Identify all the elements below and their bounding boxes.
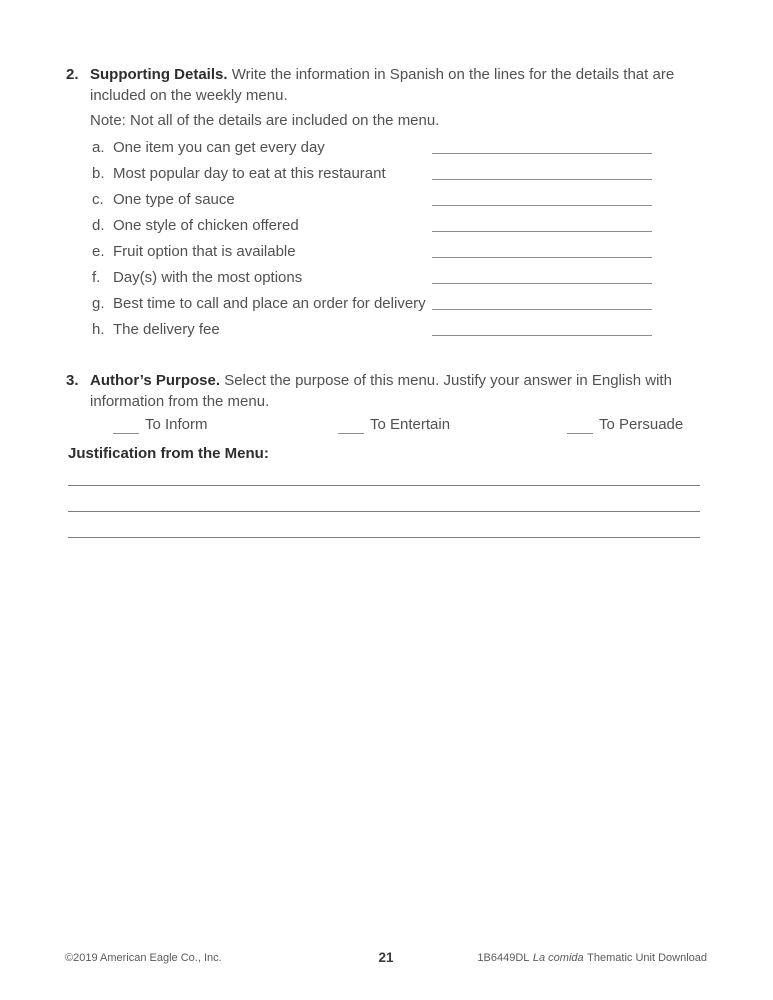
- item-label: Fruit option that is available: [113, 243, 296, 260]
- unit-subtitle: Thematic Unit Download: [587, 952, 707, 964]
- item-label: Best time to call and place an order for delivery: [113, 295, 426, 312]
- list-item-h: [92, 319, 700, 345]
- section-3-number: 3.: [66, 372, 79, 389]
- purpose-options: [66, 415, 700, 436]
- option-to-inform: [113, 415, 208, 434]
- answer-line: [432, 241, 652, 258]
- write-line: [68, 486, 700, 512]
- footer-document-title: [477, 952, 707, 964]
- section-3-instruction-text: Select the purpose of this menu. Justify your answer in English with information from the menu.: [90, 372, 672, 410]
- option-label: To Entertain: [370, 416, 451, 433]
- item-letter: h.: [92, 321, 105, 338]
- list-item-b: [92, 163, 700, 189]
- item-label: One style of chicken offered: [113, 217, 299, 234]
- list-item-c: [92, 189, 700, 215]
- option-label: To Persuade: [599, 416, 684, 433]
- section-2-note: Note: Not all of the details are included on the menu.: [90, 112, 440, 129]
- item-letter: d.: [92, 217, 105, 234]
- item-label: Most popular day to eat at this restaurant: [113, 165, 386, 182]
- section-3-title: Author’s Purpose.: [90, 372, 221, 389]
- item-letter: e.: [92, 243, 105, 260]
- write-line: [68, 512, 700, 538]
- answer-blank: [338, 419, 364, 434]
- supporting-details-list: [92, 137, 700, 345]
- answer-line: [432, 293, 652, 310]
- item-letter: b.: [92, 165, 105, 182]
- justification-label: Justification from the Menu:: [68, 445, 269, 462]
- section-3-instructions: [90, 370, 700, 412]
- section-2-instruction-text: Write the information in Spanish on the lines for the details that are included on the weekly menu.: [90, 66, 675, 104]
- section-3-heading: [66, 370, 700, 412]
- item-label: One type of sauce: [113, 191, 235, 208]
- section-authors-purpose: [66, 370, 700, 538]
- page-number: 21: [378, 950, 394, 965]
- page-content: [66, 64, 700, 538]
- write-line: [68, 464, 700, 486]
- answer-line: [432, 319, 652, 336]
- item-letter: f.: [92, 269, 101, 286]
- answer-line: [432, 137, 652, 154]
- section-2-heading: [66, 64, 700, 106]
- answer-line: [432, 267, 652, 284]
- option-label: To Inform: [145, 416, 208, 433]
- item-letter: a.: [92, 139, 105, 156]
- product-code: 1B6449DL: [477, 952, 530, 964]
- item-label: One item you can get every day: [113, 139, 325, 156]
- section-2-title: Supporting Details.: [90, 66, 228, 83]
- item-letter: g.: [92, 295, 105, 312]
- list-item-g: [92, 293, 700, 319]
- section-supporting-details: [66, 64, 700, 345]
- answer-line: [432, 189, 652, 206]
- item-letter: c.: [92, 191, 104, 208]
- section-2-instructions: [90, 64, 700, 106]
- option-to-entertain: [338, 415, 450, 434]
- answer-blank: [567, 419, 593, 434]
- item-label: The delivery fee: [113, 321, 220, 338]
- list-item-e: [92, 241, 700, 267]
- justification-lines: [68, 464, 700, 538]
- justification-block: [68, 443, 700, 538]
- section-2-number: 2.: [66, 66, 79, 83]
- option-to-persuade: [567, 415, 683, 434]
- answer-line: [432, 215, 652, 232]
- unit-title: La comida: [532, 952, 584, 964]
- list-item-f: [92, 267, 700, 293]
- answer-blank: [113, 419, 139, 434]
- answer-line: [432, 163, 652, 180]
- list-item-d: [92, 215, 700, 241]
- copyright-text: ©2019 American Eagle Co., Inc.: [65, 952, 222, 964]
- list-item-a: [92, 137, 700, 163]
- item-label: Day(s) with the most options: [113, 269, 303, 286]
